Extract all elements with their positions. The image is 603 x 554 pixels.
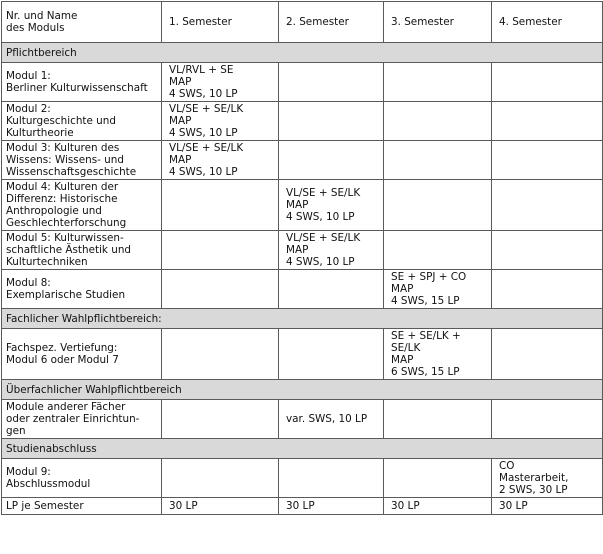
module-name-cell: Modul 1: Berliner Kulturwissenschaft [2,63,162,102]
semester-1-cell: VL/SE + SE/LK MAP 4 SWS, 10 LP [162,141,279,180]
semester-1-cell [162,180,279,231]
module-name-cell: Modul 9: Abschlussmodul [2,459,162,498]
semester-1-cell: VL/SE + SE/LK MAP 4 SWS, 10 LP [162,102,279,141]
semester-4-cell: 30 LP [492,498,603,515]
header-semester-4: 4. Semester [492,2,603,43]
semester-2-cell: var. SWS, 10 LP [279,400,384,439]
study-plan-body [2,2,603,515]
semester-2-cell: VL/SE + SE/LK MAP 4 SWS, 10 LP [279,180,384,231]
section-label: Überfachlicher Wahlpflichtbereich [2,380,603,400]
module-name-cell: Modul 8: Exemplarische Studien [2,270,162,309]
module-row [2,329,603,380]
semester-2-cell [279,329,384,380]
section-row [2,380,603,400]
semester-4-cell [492,400,603,439]
module-row [2,459,603,498]
semester-3-cell [384,141,492,180]
semester-2-cell [279,141,384,180]
module-row [2,180,603,231]
semester-3-cell [384,102,492,141]
semester-2-cell [279,63,384,102]
section-label: Fachlicher Wahlpflichtbereich: [2,309,603,329]
module-name-cell: LP je Semester [2,498,162,515]
semester-4-cell: CO Masterarbeit, 2 SWS, 30 LP [492,459,603,498]
module-row [2,400,603,439]
section-row [2,439,603,459]
module-row [2,231,603,270]
semester-2-cell: 30 LP [279,498,384,515]
semester-1-cell [162,400,279,439]
header-module-name: Nr. und Name des Moduls [2,2,162,43]
semester-4-cell [492,63,603,102]
header-semester-2: 2. Semester [279,2,384,43]
semester-3-cell [384,400,492,439]
semester-1-cell: 30 LP [162,498,279,515]
semester-2-cell [279,459,384,498]
module-name-cell: Fachspez. Vertiefung: Modul 6 oder Modul 7 [2,329,162,380]
semester-1-cell [162,459,279,498]
module-name-cell: Modul 5: Kulturwissen- schaftliche Ästhetik und Kulturtechniken [2,231,162,270]
semester-3-cell: SE + SPJ + CO MAP 4 SWS, 15 LP [384,270,492,309]
section-label: Pflichtbereich [2,43,603,63]
semester-4-cell [492,102,603,141]
semester-1-cell [162,270,279,309]
semester-1-cell [162,329,279,380]
module-row [2,270,603,309]
semester-3-cell [384,459,492,498]
total-row [2,498,603,515]
semester-4-cell [492,141,603,180]
semester-4-cell [492,231,603,270]
semester-3-cell: 30 LP [384,498,492,515]
module-name-cell: Modul 2: Kulturgeschichte und Kulturtheorie [2,102,162,141]
semester-4-cell [492,180,603,231]
module-row [2,102,603,141]
module-name-cell: Modul 4: Kulturen der Differenz: Historische Anthropologie und Geschlechterforschung [2,180,162,231]
semester-3-cell [384,180,492,231]
semester-3-cell [384,63,492,102]
module-name-cell: Module anderer Fächer oder zentraler Einrichtun- gen [2,400,162,439]
semester-2-cell [279,102,384,141]
module-name-cell: Modul 3: Kulturen des Wissens: Wissens- und Wissenschaftsgeschichte [2,141,162,180]
section-row [2,309,603,329]
semester-1-cell [162,231,279,270]
study-plan-table [1,1,603,515]
semester-3-cell: SE + SE/LK + SE/LK MAP 6 SWS, 15 LP [384,329,492,380]
semester-1-cell: VL/RVL + SE MAP 4 SWS, 10 LP [162,63,279,102]
module-row [2,63,603,102]
header-semester-3: 3. Semester [384,2,492,43]
semester-2-cell [279,270,384,309]
module-row [2,141,603,180]
semester-4-cell [492,270,603,309]
section-label: Studienabschluss [2,439,603,459]
header-semester-1: 1. Semester [162,2,279,43]
semester-2-cell: VL/SE + SE/LK MAP 4 SWS, 10 LP [279,231,384,270]
section-row [2,43,603,63]
header-row [2,2,603,43]
semester-4-cell [492,329,603,380]
semester-3-cell [384,231,492,270]
